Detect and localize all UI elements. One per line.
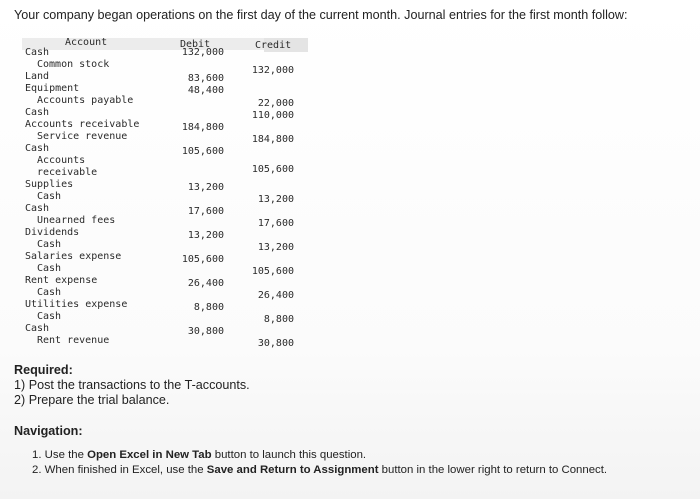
journal-debit-amount: 13,200 [187, 182, 224, 193]
journal-account: receivable [37, 167, 98, 178]
journal-account: Common stock [37, 59, 110, 70]
intro-text: Your company began operations on the first day of the current month. Journal entries for the first month follow: [14, 8, 628, 22]
open-excel-button-ref: Open Excel in New Tab [87, 449, 212, 461]
nav1-prefix: 1. Use the [32, 449, 88, 461]
journal-debit-amount: 83,600 [187, 73, 224, 84]
journal-debit-amount: 48,400 [187, 85, 224, 96]
journal-account: Accounts payable [37, 95, 134, 106]
credit-column-header: Credit [255, 40, 292, 51]
journal-debit-amount: 8,800 [193, 302, 224, 313]
navigation-list [32, 448, 607, 478]
nav1-suffix: button to launch this question. [211, 449, 367, 461]
journal-credit-amount: 110,000 [251, 110, 294, 121]
required-section [14, 363, 250, 408]
journal-account: Cash [25, 47, 50, 58]
journal-credit-amount: 105,600 [251, 164, 294, 175]
journal-account: Cash [25, 107, 50, 118]
journal-account: Cash [37, 191, 62, 202]
required-item-1: 1) Post the transactions to the T-accounts. [14, 378, 250, 392]
journal-account: Unearned fees [37, 215, 116, 226]
journal-entries-table [22, 38, 308, 352]
journal-account: Equipment [25, 83, 80, 94]
journal-credit-amount: 132,000 [251, 65, 294, 76]
journal-credit-amount: 13,200 [257, 242, 294, 253]
journal-debit-amount: 30,800 [187, 326, 224, 337]
journal-account: Cash [37, 239, 62, 250]
nav2-suffix: button in the lower right to return to Connect. [378, 464, 608, 476]
journal-account: Dividends [25, 227, 80, 238]
nav2-prefix: 2. When finished in Excel, use the [32, 464, 207, 476]
journal-credit-amount: 13,200 [257, 194, 294, 205]
journal-debit-amount: 26,400 [187, 278, 224, 289]
navigation-title: Navigation: [14, 424, 83, 438]
journal-account: Salaries expense [25, 251, 122, 262]
journal-credit-amount: 184,800 [251, 134, 294, 145]
navigation-item-2 [32, 463, 607, 478]
required-title: Required: [14, 363, 73, 377]
journal-account: Service revenue [37, 131, 128, 142]
journal-account: Accounts [37, 155, 86, 166]
journal-account: Accounts receivable [25, 119, 140, 130]
journal-credit-amount: 8,800 [263, 314, 294, 325]
journal-debit-amount: 184,800 [181, 122, 224, 133]
journal-account: Cash [37, 287, 62, 298]
journal-account: Cash [37, 263, 62, 274]
journal-account: Utilities expense [25, 299, 128, 310]
navigation-item-1 [32, 448, 607, 463]
required-item-2: 2) Prepare the trial balance. [14, 393, 170, 407]
journal-account: Supplies [25, 179, 74, 190]
journal-debit-amount: 13,200 [187, 230, 224, 241]
journal-credit-amount: 17,600 [257, 218, 294, 229]
journal-debit-amount: 132,000 [181, 47, 224, 58]
journal-account: Cash [37, 311, 62, 322]
journal-account: Cash [25, 203, 50, 214]
journal-account: Rent expense [25, 275, 98, 286]
journal-account: Cash [25, 323, 50, 334]
debit-column-header: Debit [180, 39, 211, 50]
journal-debit-amount: 17,600 [187, 206, 224, 217]
journal-account: Rent revenue [37, 335, 110, 346]
journal-debit-amount: 105,600 [181, 146, 224, 157]
save-return-button-ref: Save and Return to Assignment [206, 464, 379, 476]
journal-credit-amount: 105,600 [251, 266, 294, 277]
journal-debit-amount: 105,600 [181, 254, 224, 265]
account-column-header: Account [65, 37, 108, 48]
journal-credit-amount: 22,000 [257, 98, 294, 109]
journal-account: Cash [25, 143, 50, 154]
journal-credit-amount: 30,800 [257, 338, 294, 349]
journal-credit-amount: 26,400 [257, 290, 294, 301]
journal-account: Land [25, 71, 50, 82]
